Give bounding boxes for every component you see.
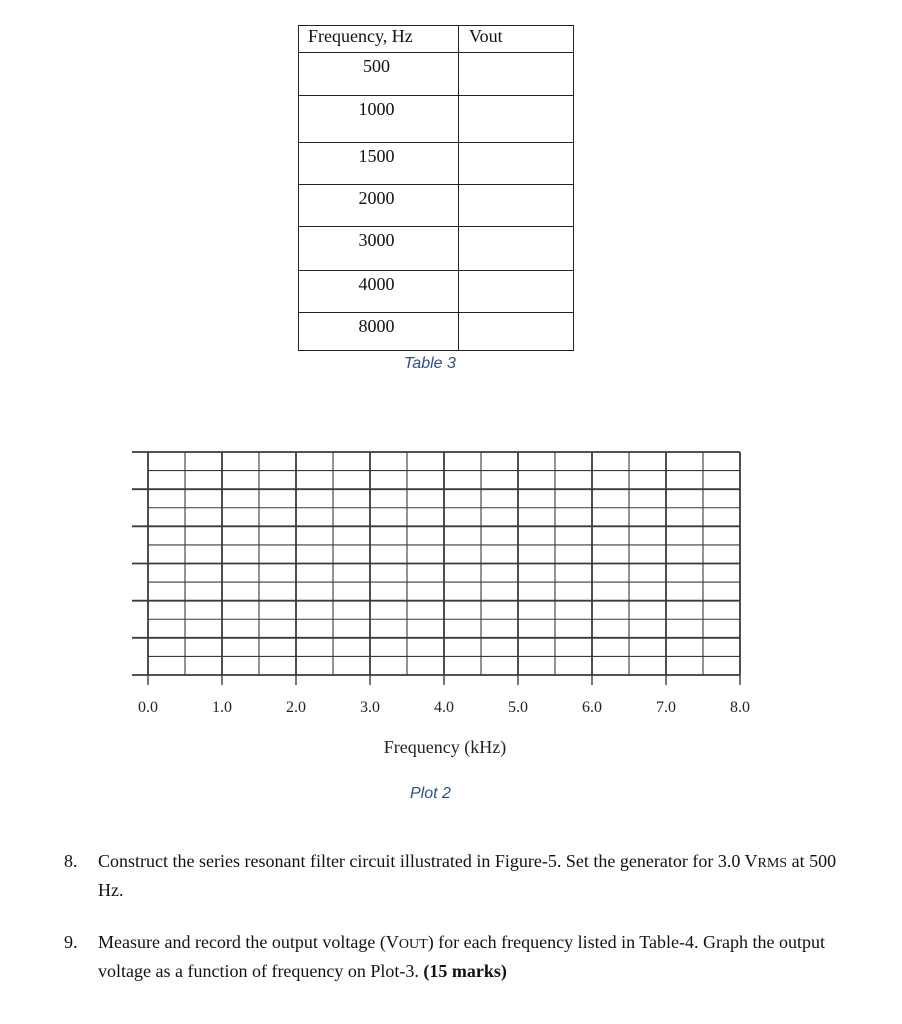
vout-cell[interactable] xyxy=(459,143,574,185)
header-frequency: Frequency, Hz xyxy=(299,26,459,53)
x-axis-title: Frequency (kHz) xyxy=(383,737,507,757)
x-tick-label: 5.0 xyxy=(508,699,528,716)
frequency-cell: 8000 xyxy=(299,313,459,351)
vout-cell[interactable] xyxy=(459,313,574,351)
table-caption: Table 3 xyxy=(404,355,456,372)
frequency-cell: 500 xyxy=(299,53,459,96)
x-tick-label: 2.0 xyxy=(286,699,306,716)
table-row xyxy=(299,313,574,351)
table-row xyxy=(299,143,574,185)
table-row xyxy=(299,53,574,96)
frequency-plot xyxy=(0,430,902,730)
x-tick-label: 6.0 xyxy=(582,699,602,716)
x-tick-label: 0.0 xyxy=(138,699,158,716)
step-text: Measure and record the output voltage (VOUT) for each frequency listed in Table-4. Graph the output voltage as a function of frequency on Plot-3. (15 marks) xyxy=(98,932,825,981)
table-row xyxy=(299,227,574,271)
x-tick-label: 3.0 xyxy=(360,699,380,716)
subscript-out: OUT xyxy=(398,937,428,952)
step-text: Construct the series resonant filter circuit illustrated in Figure-5. Set the generator for 3.0 VRMS at 500 Hz. xyxy=(98,851,837,900)
vout-cell[interactable] xyxy=(459,53,574,96)
table-row xyxy=(299,271,574,313)
x-tick-label: 7.0 xyxy=(656,699,676,716)
vout-cell[interactable] xyxy=(459,227,574,271)
table-row xyxy=(299,185,574,227)
vout-cell[interactable] xyxy=(459,185,574,227)
table-row xyxy=(299,96,574,143)
step-number: 9. xyxy=(64,932,78,952)
x-tick-label: 8.0 xyxy=(730,699,750,716)
x-tick-label: 4.0 xyxy=(434,699,454,716)
frequency-vout-table xyxy=(298,25,574,351)
table-header-row xyxy=(299,26,574,53)
marks-note: (15 marks) xyxy=(423,961,507,981)
frequency-cell: 4000 xyxy=(299,271,459,313)
step-8 xyxy=(64,848,844,903)
frequency-cell: 2000 xyxy=(299,185,459,227)
step-number: 8. xyxy=(64,851,78,871)
plot-caption: Plot 2 xyxy=(410,785,451,802)
step-9 xyxy=(64,929,844,984)
frequency-cell: 3000 xyxy=(299,227,459,271)
header-vout: Vout xyxy=(459,26,574,53)
plot-grid xyxy=(132,452,740,675)
frequency-cell: 1500 xyxy=(299,143,459,185)
subscript-rms: RMS xyxy=(757,856,788,871)
x-tick-label: 1.0 xyxy=(212,699,232,716)
frequency-cell: 1000 xyxy=(299,96,459,143)
vout-cell[interactable] xyxy=(459,96,574,143)
plot-x-ticks xyxy=(138,675,750,716)
instruction-steps xyxy=(64,848,844,1010)
vout-cell[interactable] xyxy=(459,271,574,313)
